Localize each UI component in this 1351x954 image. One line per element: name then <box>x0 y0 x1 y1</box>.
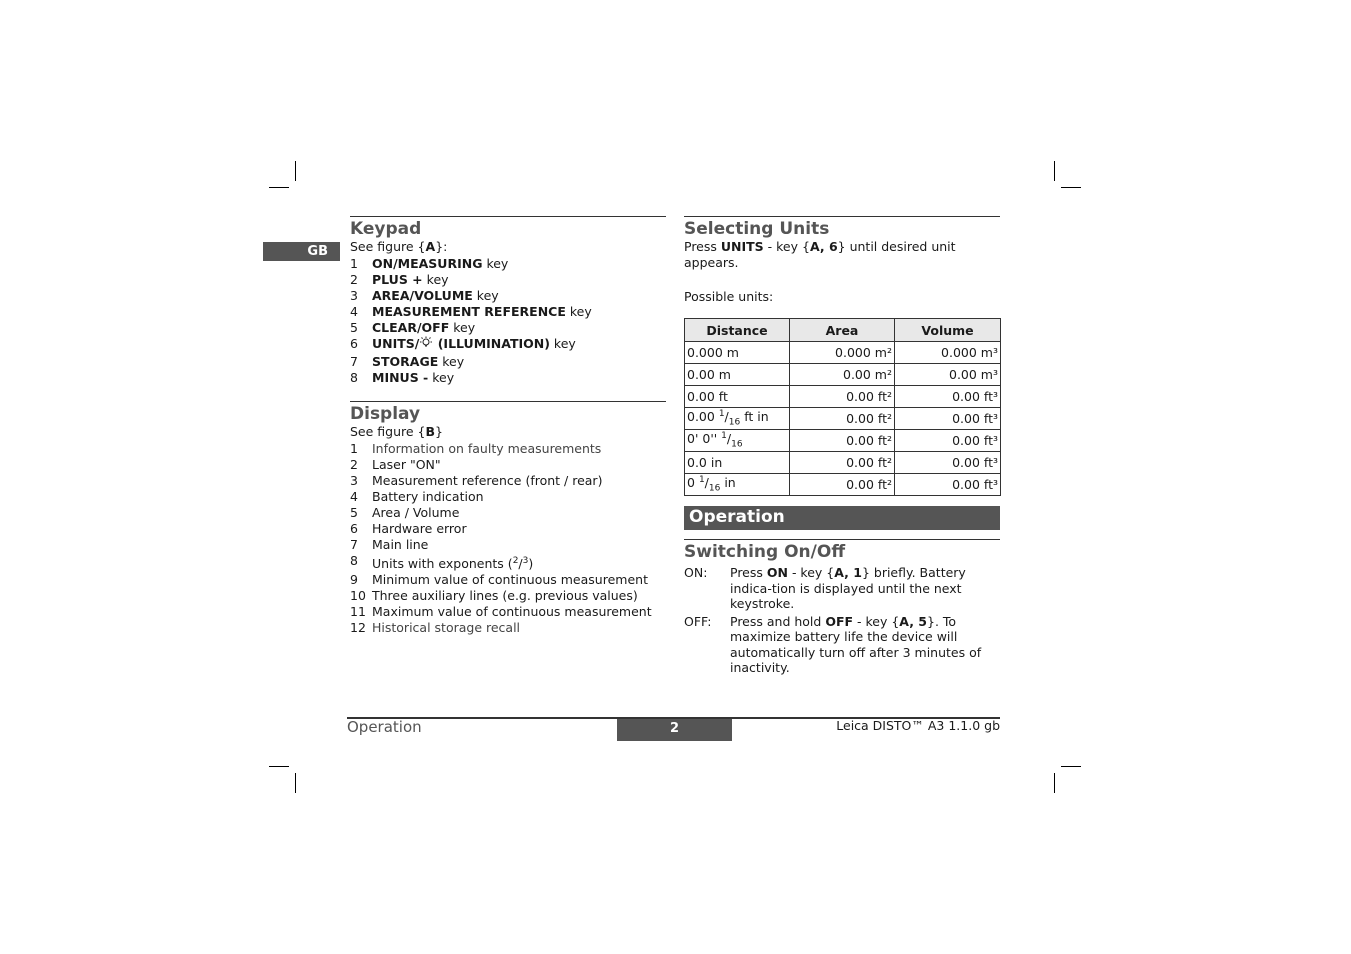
table-cell: 0.000 m <box>685 342 790 364</box>
language-tab: GB <box>263 242 340 261</box>
column-header: Area <box>790 319 895 342</box>
definition-off: OFF: Press and hold OFF - key {A, 5}. To maximize battery life the device will automatically turn off after 3 minutes of inactivity. <box>684 613 982 675</box>
table-cell: 0.000 m³ <box>895 342 1001 364</box>
list-item: 8 MINUS - key <box>350 370 455 385</box>
table-cell: 0.00 ft² <box>790 430 895 452</box>
table-cell: 0' 0'' $^1/_{16}$ <box>685 430 790 452</box>
table-row <box>685 386 1001 408</box>
table-cell: 0.00 ft³ <box>895 452 1001 474</box>
display-intro: See figure {B} <box>350 424 443 439</box>
table-cell: 0.00 ft² <box>790 408 895 430</box>
table-cell: 0.00 ft² <box>790 386 895 408</box>
table-cell: 0.00 ft² <box>790 474 895 496</box>
table-cell: 0.00 m² <box>790 364 895 386</box>
right-column <box>684 216 1000 678</box>
table-cell: 0.00 ft³ <box>895 430 1001 452</box>
table-cell: 0.00 ft <box>685 386 790 408</box>
table-cell: 0.00 ft³ <box>895 408 1001 430</box>
table-row <box>685 474 1001 496</box>
list-item: 8 Units with exponents ($^2$/$^3$) <box>350 553 534 572</box>
switching-heading: Switching On/Off <box>684 539 1000 562</box>
table-row <box>685 452 1001 474</box>
possible-units-label: Possible units: <box>684 289 774 304</box>
list-item: 7 STORAGE key <box>350 354 465 369</box>
column-header: Volume <box>895 319 1001 342</box>
list-item: 7 Main line <box>350 537 429 552</box>
operation-banner: Operation <box>684 506 1000 530</box>
table-row <box>685 408 1001 430</box>
column-header: Distance <box>685 319 790 342</box>
table-row <box>685 364 1001 386</box>
table-cell: 0.0 in <box>685 452 790 474</box>
list-item: 12 Historical storage recall <box>350 620 521 636</box>
crop-mark <box>295 773 296 793</box>
display-heading: Display <box>350 401 666 424</box>
table-cell: 0.00 ft³ <box>895 386 1001 408</box>
list-item: 3 Measurement reference (front / rear) <box>350 473 603 488</box>
table-cell: 0.00 ft² <box>790 452 895 474</box>
table-cell: 0.00 ft³ <box>895 474 1001 496</box>
table-cell: 0.000 m² <box>790 342 895 364</box>
list-item: 11 Maximum value of continuous measurement <box>350 604 652 620</box>
table-cell: 0.00 m³ <box>895 364 1001 386</box>
page-number: 2 <box>617 719 732 741</box>
crop-mark <box>1061 187 1081 188</box>
display-list <box>350 441 666 636</box>
table-row <box>685 430 1001 452</box>
list-item: 4 MEASUREMENT REFERENCE key <box>350 304 592 319</box>
crop-mark <box>1054 161 1055 181</box>
footer-product: Leica DISTO™ A3 1.1.0 gb <box>836 718 1000 733</box>
units-table <box>684 318 1001 496</box>
left-column <box>350 216 666 636</box>
list-item: 1 ON/MEASURING key <box>350 256 509 271</box>
definition-on: ON: Press ON - key {A, 1} briefly. Battery indica-tion is displayed until the next keystroke. <box>684 565 966 611</box>
crop-mark <box>1061 766 1081 767</box>
crop-mark <box>269 766 289 767</box>
list-item: 5 CLEAR/OFF key <box>350 320 476 335</box>
list-item: 9 Minimum value of continuous measurement <box>350 572 648 588</box>
list-item: 6 UNITS/ (ILLUMINATION) key <box>350 336 666 354</box>
list-item: 4 Battery indication <box>350 489 484 504</box>
crop-mark <box>1054 773 1055 793</box>
keypad-list <box>350 256 666 386</box>
light-bulb-icon <box>419 336 433 354</box>
table-cell: 0 $^1/_{16}$ in <box>685 474 790 496</box>
table-cell: 0.00 m <box>685 364 790 386</box>
list-item: 2 PLUS + key <box>350 272 449 287</box>
list-item: 5 Area / Volume <box>350 505 460 520</box>
crop-mark <box>295 161 296 181</box>
selecting-units-heading: Selecting Units <box>684 216 1000 239</box>
table-cell: 0.00 $^1/_{16}$ ft in <box>685 408 790 430</box>
crop-mark <box>269 187 289 188</box>
selecting-units-text: Press UNITS - key {A, 6} until desired unit appears. <box>684 239 956 270</box>
list-item: 1 Information on faulty measurements <box>350 441 602 456</box>
switching-definitions <box>684 565 1000 676</box>
keypad-heading: Keypad <box>350 216 666 239</box>
list-item: 2 Laser "ON" <box>350 457 441 472</box>
keypad-intro: See figure {A}: <box>350 239 448 254</box>
list-item: 3 AREA/VOLUME key <box>350 288 499 303</box>
footer-section: Operation <box>347 718 422 736</box>
table-row <box>685 342 1001 364</box>
list-item: 10 Three auxiliary lines (e.g. previous values) <box>350 588 638 604</box>
list-item: 6 Hardware error <box>350 521 467 536</box>
